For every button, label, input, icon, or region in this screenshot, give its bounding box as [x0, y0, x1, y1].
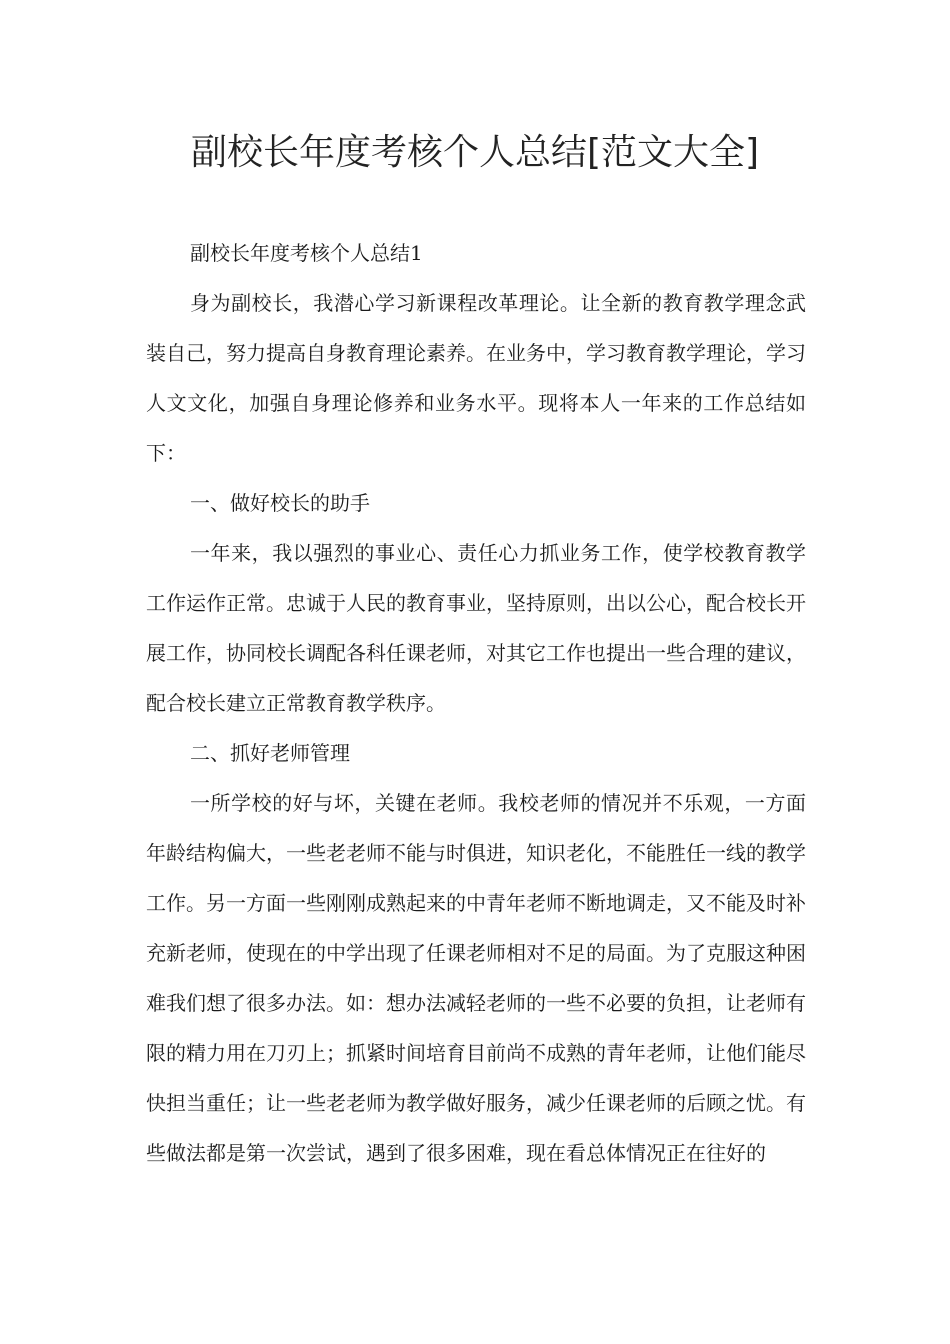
paragraph: 一年来，我以强烈的事业心、责任心力抓业务工作，使学校教育教学工作运作正常。忠诚于人民的教育事业，坚持原则，出以公心，配合校长开展工作，协同校长调配各科任课老师，对其它工作也提出一些合理的建议，配合校长建立正常教育教学秩序。 — [146, 541, 806, 715]
document-body — [146, 228, 806, 1178]
document-title: 副校长年度考核个人总结[范文大全] — [190, 132, 760, 173]
paragraph: 身为副校长，我潜心学习新课程改革理论。让全新的教育教学理念武装自己，努力提高自身教育理论素养。在业务中，学习教育教学理论，学习人文文化，加强自身理论修养和业务水平。现将本人一年来的工作总结如下： — [146, 291, 806, 465]
section-heading: 副校长年度考核个人总结1 — [190, 241, 423, 265]
section-heading: 二、抓好老师管理 — [190, 741, 350, 765]
paragraph: 一所学校的好与坏，关键在老师。我校老师的情况并不乐观，一方面年龄结构偏大，一些老老师不能与时俱进，知识老化，不能胜任一线的教学工作。另一方面一些刚刚成熟起来的中青年老师不断地调走，又不能及时补充新老师，使现在的中学出现了任课老师相对不足的局面。为了克服这种困难我们想了很多办法。如：想办法减轻老师的一些不必要的负担，让老师有限的精力用在刀刃上；抓紧时间培育目前尚不成熟的青年老师，让他们能尽快担当重任；让一些老老师为教学做好服务，减少任课老师的后顾之忧。有些做法都是第一次尝试，遇到了很多困难，现在看总体情况正在往好的 — [146, 791, 806, 1165]
section-heading: 一、做好校长的助手 — [190, 491, 370, 515]
